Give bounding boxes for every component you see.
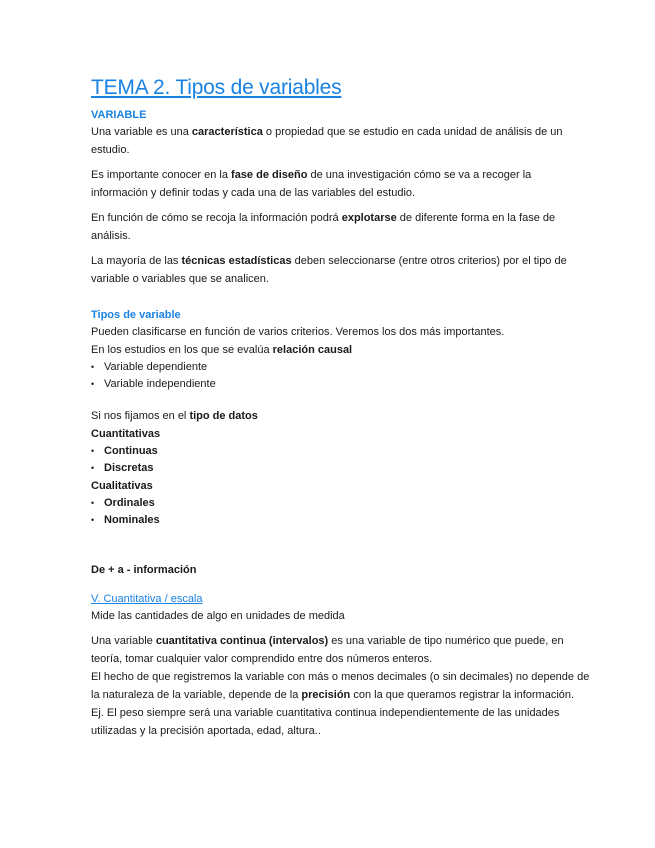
paragraph-definition: Una variable es una característica o propiedad que se estudio en cada unidad de análisis de un estudio. [91,126,563,156]
section-heading-cuantitativa[interactable]: V. Cuantitativa / escala [91,593,203,605]
info-line: De + a - información [91,564,197,576]
label-cualitativas: Cualitativas [91,480,153,492]
paragraph-causal: En los estudios en los que se evalúa relación causal [91,344,353,356]
label-cuantitativas: Cuantitativas [91,428,161,440]
list-item: • Continuas [91,443,591,460]
list-item: • Nominales [91,512,591,529]
list-cualitativas [91,495,591,529]
document-page [91,76,591,740]
paragraph-tipos-intro: Pueden clasificarse en función de varios criterios. Veremos los dos más importantes. [91,326,505,338]
list-item: • Variable independiente [91,376,591,393]
page-title: TEMA 2. Tipos de variables [91,76,342,99]
section-heading-tipos: Tipos de variable [91,309,181,321]
list-item: • Variable dependiente [91,359,591,376]
list-item: • Ordinales [91,495,591,512]
paragraph-continua: Una variable cuantitativa continua (intervalos) es una variable de tipo numérico que puede, en teoría, tomar cualquier valor comprendido entre dos números enteros. [91,635,564,665]
paragraph-cuantitativa-lead: Mide las cantidades de algo en unidades de medida [91,610,345,622]
paragraph-design: Es importante conocer en la fase de diseño de una investigación cómo se va a recoger la información y definir todas y cada una de las variables del estudio. [91,169,532,199]
list-causal [91,359,591,393]
list-item: • Discretas [91,460,591,477]
paragraph-example: Ej. El peso siempre será una variable cuantitativa continua independientemente de las unidades utilizadas y la precisión aportada, edad, altura.. [91,707,560,737]
paragraph-techniques: La mayoría de las técnicas estadísticas deben seleccionarse (entre otros criterios) por el tipo de variable o variables que se analicen. [91,255,567,285]
paragraph-precision: El hecho de que registremos la variable con más o menos decimales (o sin decimales) no depende de la naturaleza de la variable, depende de la precisión con la que queramos registrar la información. [91,671,590,701]
paragraph-datos: Si nos fijamos en el tipo de datos [91,410,258,422]
paragraph-analysis: En función de cómo se recoja la información podrá explotarse de diferente forma en la fase de análisis. [91,212,556,242]
section-heading-variable: VARIABLE [91,109,147,121]
list-cuantitativas [91,443,591,477]
